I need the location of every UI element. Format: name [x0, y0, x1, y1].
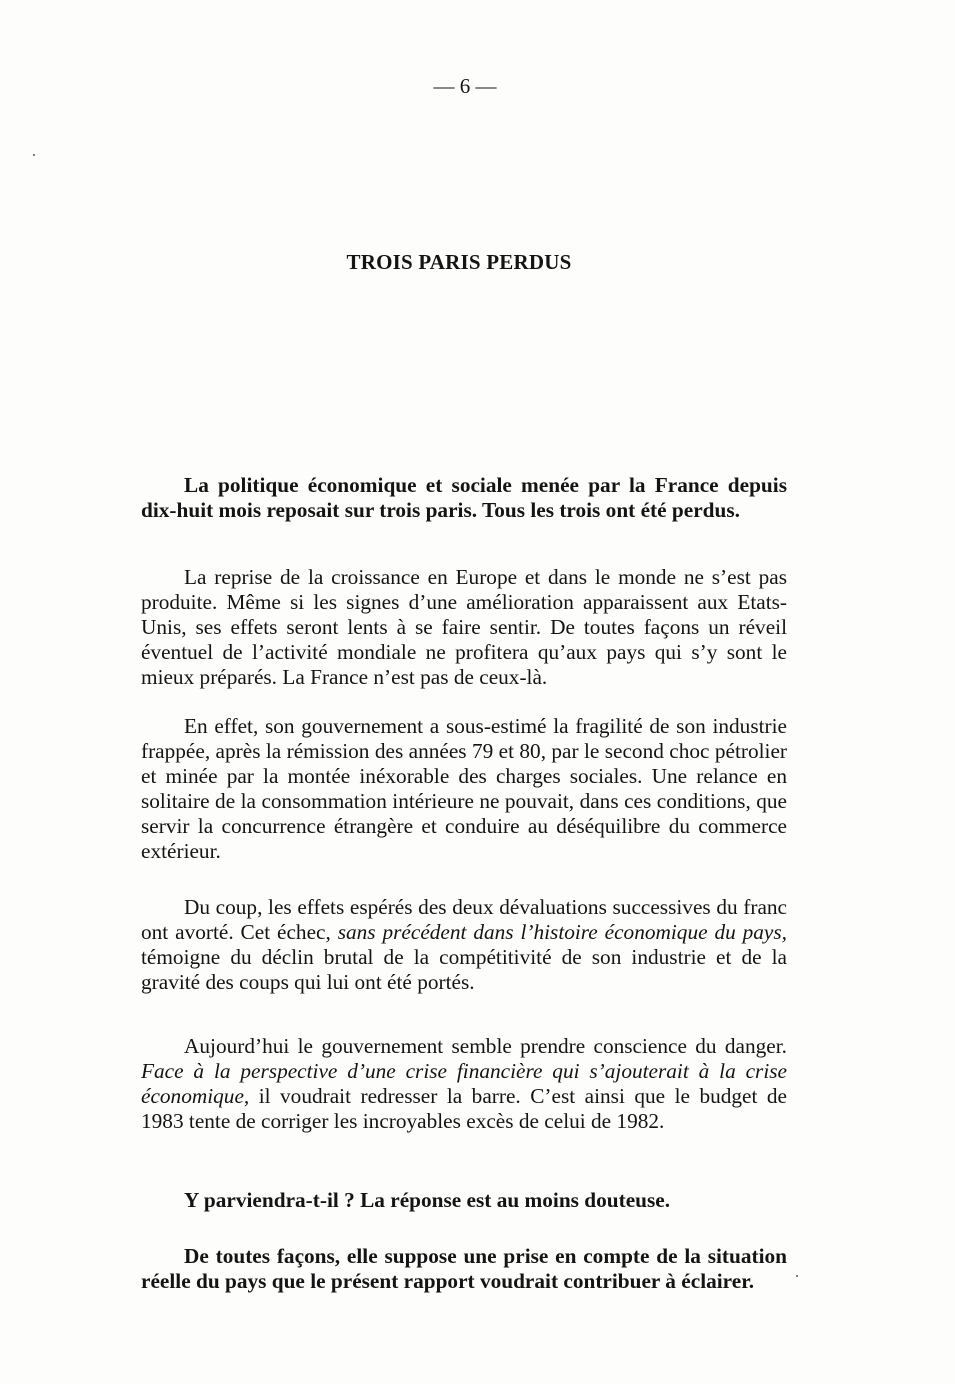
- paragraph-6: Y parviendra-t-il ? La réponse est au moins douteuse.: [184, 1188, 671, 1212]
- scan-speck: [796, 1275, 798, 1277]
- paragraph-4-italic: sans précédent dans l’histoire économique du pays,: [337, 920, 787, 944]
- paragraph-7: De toutes façons, elle suppose une prise en compte de la situation réelle du pays que le présent rapport voudrait contribuer à éclairer.: [141, 1244, 787, 1293]
- page-number: — 6 —: [433, 74, 497, 98]
- paragraph-4-text-end: témoigne du déclin brutal de la compétitivité de son industrie et de la gravité des coups qui lui ont été portés.: [141, 945, 787, 994]
- paragraph-5: [141, 1034, 787, 1134]
- paragraph-5-italic: Face à la perspective d’une crise financière qui s’ajouterait à la crise économique,: [141, 1059, 787, 1108]
- scan-speck: [33, 154, 35, 156]
- paragraph-1: La politique économique et sociale menée par la France depuis dix-huit mois reposait sur trois paris. Tous les trois ont été perdus.: [141, 473, 787, 522]
- paragraph-3: En effet, son gouvernement a sous-estimé la fragilité de son industrie frappée, après la rémission des années 79 et 80, par le second choc pétrolier et minée par la montée inéxorable des charges sociales. Une relance en solitaire de la consommation intérieure ne pouvait, dans ces conditions, que servir la concurrence étrangère et conduire au déséquilibre du commerce extérieur.: [141, 714, 787, 863]
- paragraph-2: La reprise de la croissance en Europe et dans le monde ne s’est pas produite. Même si les signes d’une amélioration apparaissent aux Etats-Unis, ses effets seront lents à se faire sentir. De toutes façons un réveil éventuel de l’activité mondiale ne profitera qu’aux pays qui s’y sont le mieux préparés. La France n’est pas de ceux-là.: [141, 565, 787, 689]
- paragraph-4-text-start: Du coup, les effets espérés des deux dévaluations successives du franc ont avorté. Cet échec,: [141, 895, 787, 944]
- paragraph-4: [141, 895, 787, 995]
- paragraph-5-text-start: Aujourd’hui le gouvernement semble prendre conscience du danger.: [184, 1034, 787, 1058]
- paragraph-5-text-end: il voudrait redresser la barre. C’est ainsi que le budget de 1983 tente de corriger les incroyables excès de celui de 1982.: [141, 1084, 787, 1133]
- document-title: TROIS PARIS PERDUS: [346, 250, 572, 274]
